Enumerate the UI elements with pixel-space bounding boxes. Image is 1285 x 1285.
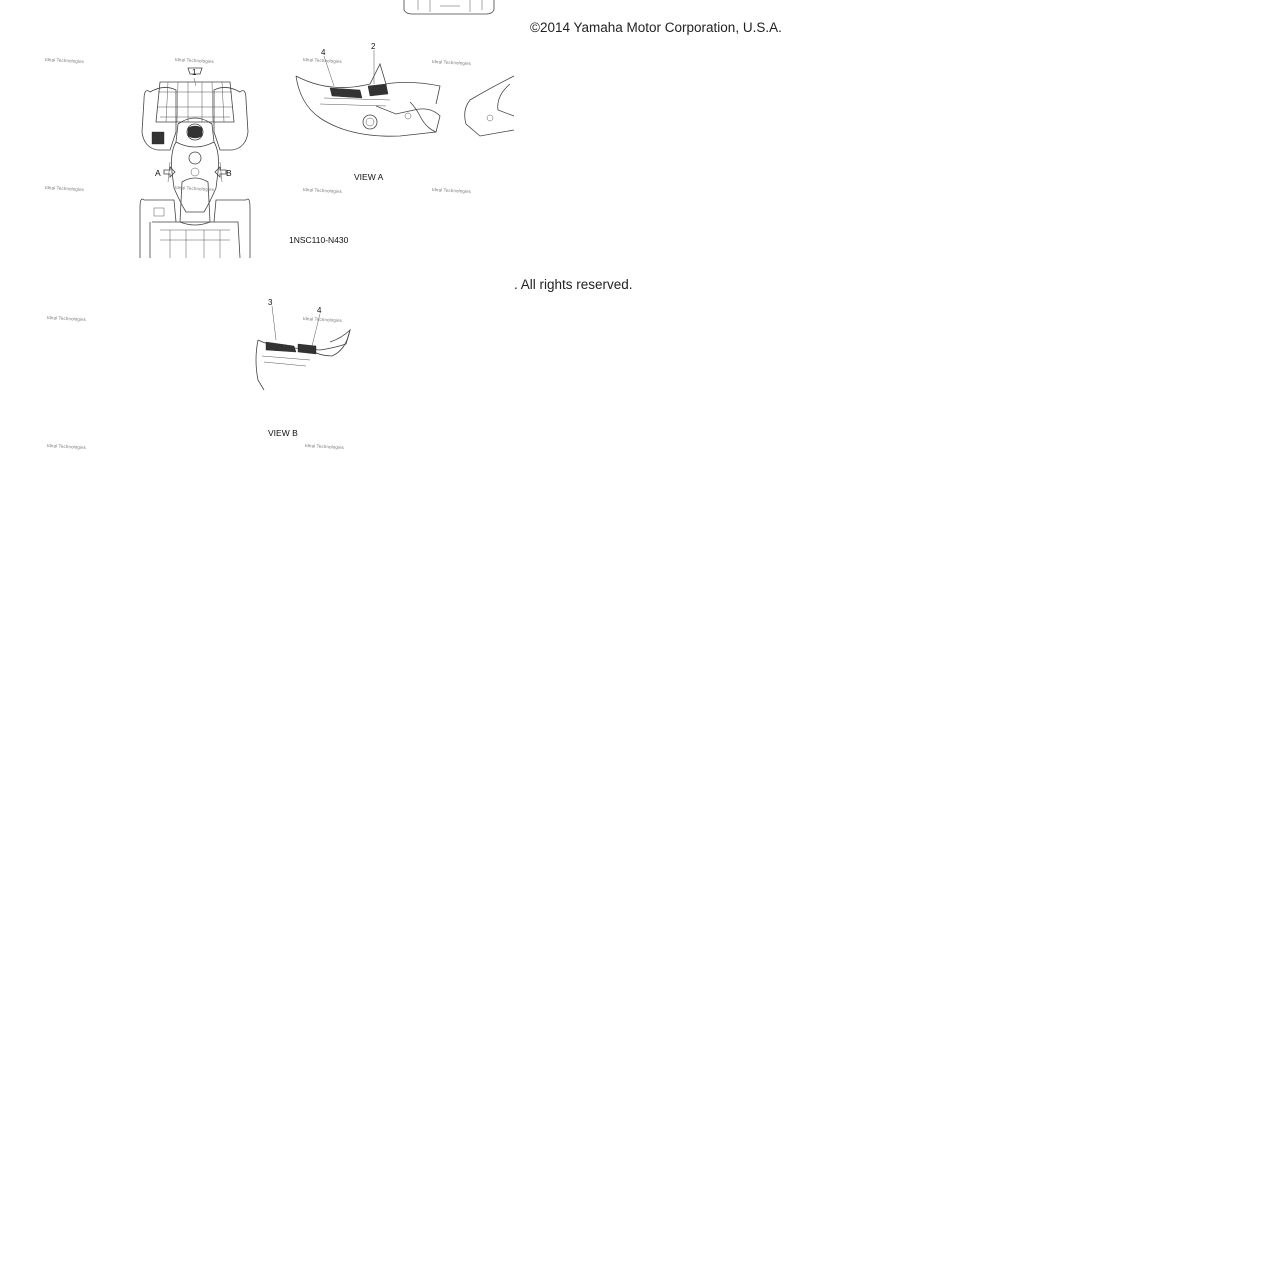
callout-2: 2 [371, 42, 376, 51]
atv-top-view-drawing [130, 62, 260, 262]
watermark: Ideal Technologies [46, 442, 87, 451]
watermark: Ideal Technologies [302, 56, 343, 65]
callout-4-view-a: 4 [321, 48, 326, 57]
rights-text: . All rights reserved. [514, 277, 633, 292]
watermark: Ideal Technologies [431, 58, 472, 67]
part-code: 1NSC110-N430 [289, 235, 349, 245]
callout-3: 3 [268, 298, 273, 307]
callout-4-view-b: 4 [317, 306, 322, 315]
view-a-label: VIEW A [354, 172, 384, 182]
watermark: Ideal Technologies [302, 315, 343, 324]
arrow-a-label: A [155, 168, 161, 178]
watermark: Ideal Technologies [302, 186, 343, 195]
watermark: Ideal Technologies [44, 184, 85, 193]
watermark: Ideal Technologies [174, 56, 215, 65]
view-b-label: VIEW B [268, 428, 298, 438]
previous-page-fragment [400, 0, 500, 16]
arrow-b-label: B [226, 168, 232, 178]
watermark: Ideal Technologies [431, 186, 472, 195]
copyright-text: ©2014 Yamaha Motor Corporation, U.S.A. [530, 20, 782, 35]
view-b-drawing [250, 300, 360, 400]
watermark: Ideal Technologies [304, 442, 345, 451]
callout-1: 1 [192, 68, 197, 77]
watermark: Ideal Technologies [46, 314, 87, 323]
watermark: Ideal Technologies [44, 56, 85, 65]
watermark: Ideal Technologies [174, 184, 215, 193]
